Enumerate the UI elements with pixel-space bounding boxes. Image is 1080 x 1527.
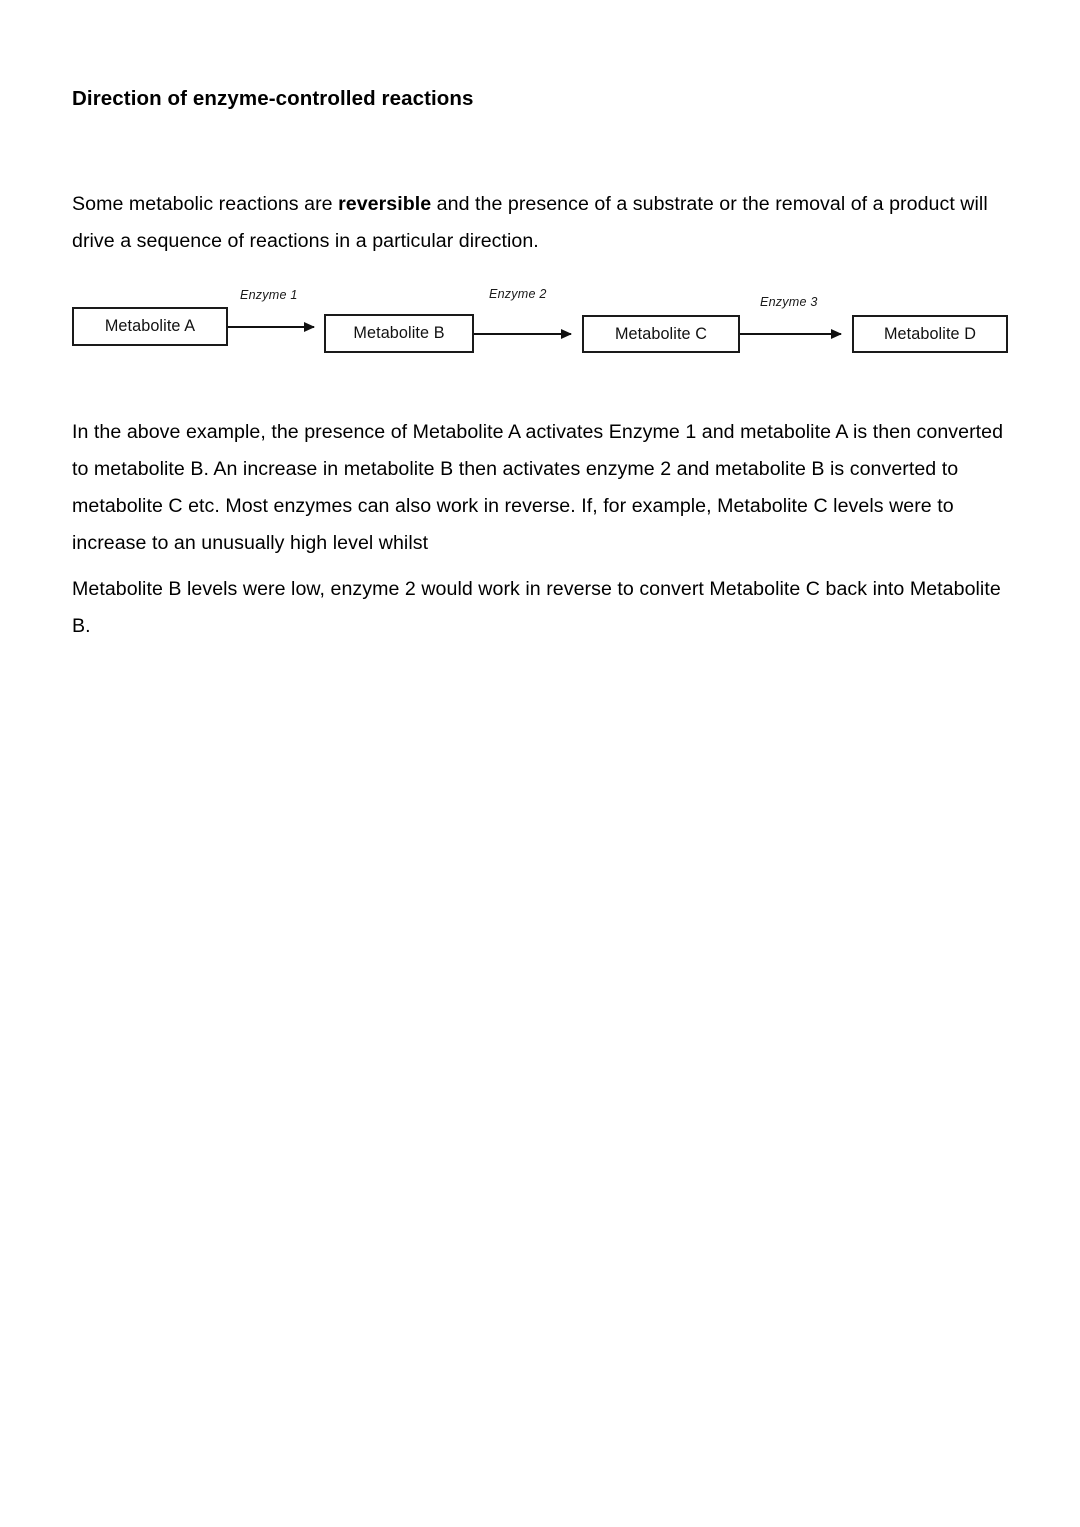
intro-emphasis-reversible: reversible [338,192,432,215]
metabolite-b-label: Metabolite B [353,324,445,342]
metabolite-d-label: Metabolite D [883,324,977,343]
metabolic-pathway-diagram [0,270,1080,370]
metabolite-a-label: Metabolite A [104,317,196,335]
arrow-c-to-d [740,333,841,335]
metabolite-c-label: Metabolite C [614,324,708,343]
metabolite-c-box [582,315,740,353]
metabolite-b-box [324,314,474,353]
intro-paragraph [72,186,1008,260]
metabolite-d-box [852,315,1008,353]
enzyme-2-label: Enzyme 2 [489,287,547,301]
arrow-a-to-b [228,326,314,328]
enzyme-3-label: Enzyme 3 [760,295,818,309]
page-title: Direction of enzyme-controlled reactions [72,86,474,110]
arrow-b-to-c [474,333,571,335]
intro-text-part2: and the presence of a substrate or the removal of a product will drive a sequence of reactions in a particular direction. [72,192,988,252]
tail-paragraph: Metabolite B levels were low, enzyme 2 would work in reverse to convert Metabolite C back into Metabolite B. [72,577,1001,637]
enzyme-1-label: Enzyme 1 [240,288,298,302]
body-paragraph: In the above example, the presence of Metabolite A activates Enzyme 1 and metabolite A is then converted to metabolite B. An increase in metabolite B then activates enzyme 2 and metabolite B is converted to metabolite C etc. Most enzymes can also work in reverse. If, for example, Metabolite C levels were to increase to an unusually high level whilst [72,420,1004,554]
intro-text-part1: Some metabolic reactions are [72,192,339,215]
metabolite-a-box [72,307,228,346]
